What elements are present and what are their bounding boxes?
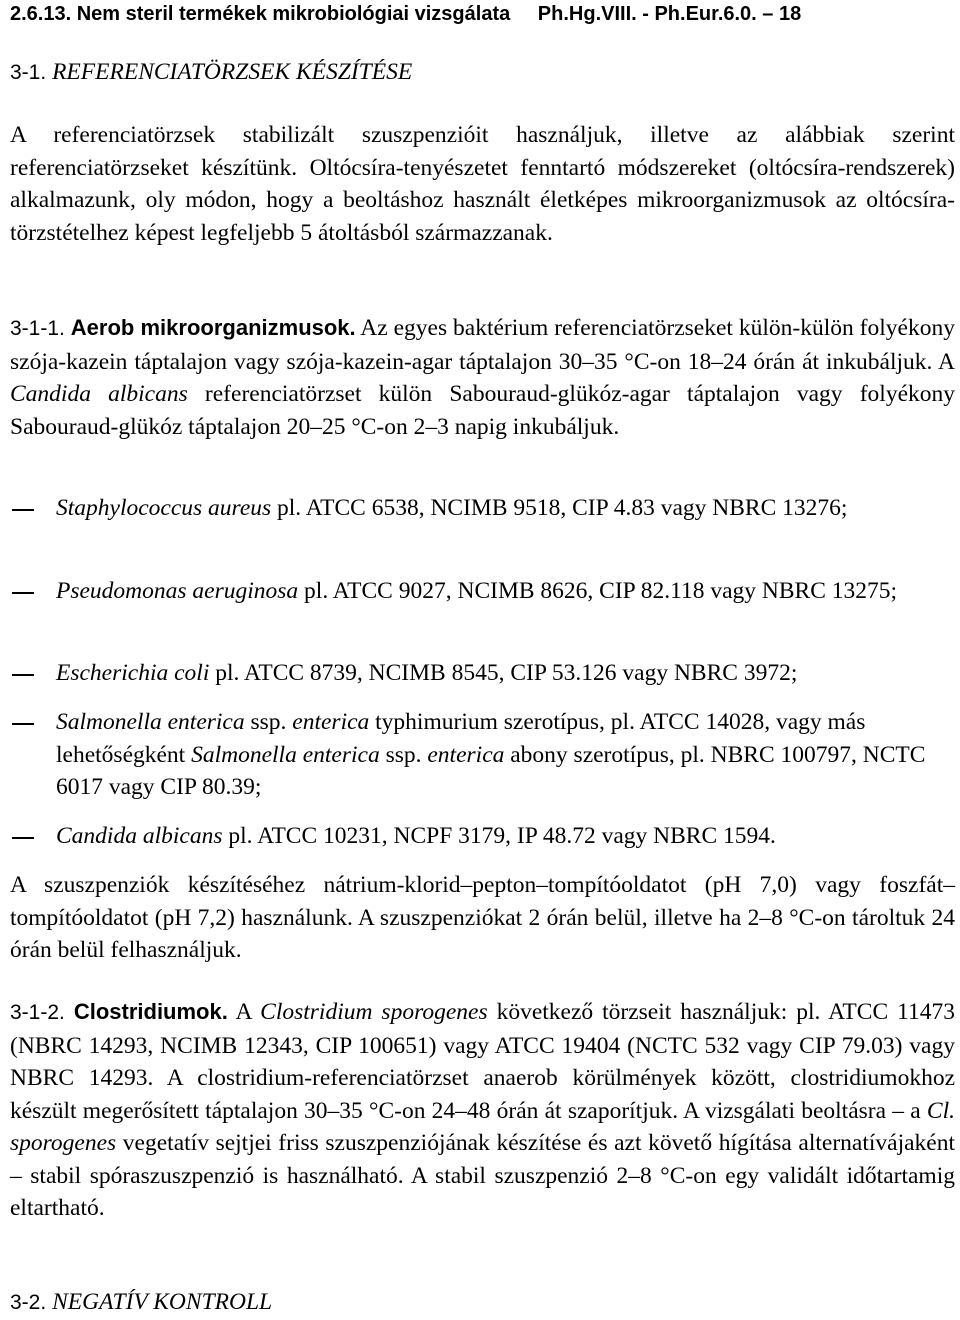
strain-subspecies: enterica — [427, 741, 505, 768]
paragraph-italic-2: Cl. sporogenes — [10, 1097, 955, 1156]
section-number: 3-2. — [10, 1291, 47, 1314]
intro-text-2: Oltócsíra-tenyészetet fenntartó módszereket (oltócsíra-rendszerek) alkalmazunk, oly módon, hogy a beoltáshoz használt életképes mikroorganizmusok az oltócsíra-törzstételhez képest legfeljebb 5 átoltásból származzanak. — [10, 154, 956, 246]
page-header — [10, 0, 955, 28]
section-number: 3-1. — [10, 61, 47, 84]
paragraph-text-3: vegetatív sejtjei friss szuszpenziójának készítése és azt követő hígítása alternatívájaként – stabil spóraszuszpenzió is használható. A stabil szuszpenzió 2–8 °C-on egy validált időtartamig eltartható. — [10, 1130, 955, 1221]
suspension-text: A szuszpenziók készítéséhez nátrium-klorid–pepton–tompítóoldatot (pH 7,0) vagy foszfát–tompítóoldatot (pH 7,2) használunk. A szuszpenziókat 2 órán belül, illetve ha 2–8 °C-on tároltuk 24 órán belül felhasználjuk. — [10, 872, 955, 963]
strain-item — [10, 706, 955, 804]
header-separator: – — [762, 3, 779, 25]
strain-details: pl. ATCC 6538, NCIMB 9518, CIP 4.83 vagy NBRC 13276; — [271, 495, 848, 521]
header-title: 2.6.13. Nem steril termékek mikrobiológiai vizsgálata — [10, 3, 511, 25]
section-title: Aerob mikroorganizmusok. — [70, 315, 356, 340]
strain-name: Escherichia coli — [56, 660, 210, 686]
paragraph-3-1-2 — [10, 996, 955, 1225]
paragraph-text-2: referenciatörzset külön Sabouraud-glükóz-agar táptalajon vagy folyékony Sabouraud-glükóz táptalajon 20–25 °C-on 2–3 napig inkubáljuk. — [10, 381, 955, 440]
strain-details: ssp. — [244, 709, 293, 735]
strain-details: typhimurium szerotípus, pl. ATCC 14028, vagy más lehetőségként — [56, 709, 866, 768]
paragraph-italic-1: Candida albicans — [10, 381, 188, 407]
paragraph-italic-1: Clostridium sporogenes — [260, 999, 488, 1025]
strain-name: Staphylococcus aureus — [56, 495, 272, 521]
strain-item — [10, 820, 955, 853]
intro-text-1: A referenciatörzsek stabilizált szuszpenzióit használjuk, illetve az alábbiak szerint referenciatörzseket készítünk. — [10, 122, 955, 181]
strain-name: Salmonella enterica — [191, 741, 380, 768]
paragraph-3-1-1 — [10, 312, 955, 443]
strain-item — [10, 575, 955, 608]
strain-details: ssp. — [379, 741, 428, 768]
strain-details: pl. ATCC 9027, NCIMB 8626, CIP 82.118 vagy NBRC 13275; — [298, 578, 898, 604]
section-title: NEGATÍV KONTROLL — [52, 1289, 273, 1315]
strain-details: abony szerotípus, pl. NBRC 100797, NCTC 6017 vagy CIP 80.39; — [56, 741, 926, 800]
strain-details: pl. ATCC 8739, NCIMB 8545, CIP 53.126 vagy NBRC 3972; — [209, 660, 798, 686]
suspension-paragraph — [10, 869, 955, 967]
section-heading-3-1 — [10, 56, 412, 90]
paragraph-text-1: A — [227, 999, 261, 1025]
strain-name: Pseudomonas aeruginosa — [56, 578, 299, 604]
section-heading-3-2 — [10, 1286, 272, 1320]
paragraph-text-2: következő törzseit használjuk: pl. ATCC 11473 (NBRC 14293, NCIMB 12343, CIP 100651) vagy ATCC 19404 (NCTC 532 vagy CIP 79.03) vagy NBRC 14293. A clostridium-referenciatörzset anaerob körülmények között, clostridiumokhoz készült megerősített táptalajon 30–35 °C-on 24–48 órán át szaporítjuk. A vizsgálati beoltásra – a — [10, 999, 955, 1124]
header-page-number: 18 — [778, 3, 802, 25]
paragraph-text-1: Az egyes baktérium referenciatörzseket külön-külön folyékony szója-kazein táptalajon vagy szója-kazein-agar táptalajon 30–35 °C-on 18–24 órán át inkubáljuk. A — [10, 315, 955, 375]
strain-item — [10, 492, 955, 525]
intro-paragraph — [10, 119, 955, 249]
strain-details: pl. ATCC 10231, NCPF 3179, IP 48.72 vagy NBRC 1594. — [222, 823, 776, 849]
strain-name: Candida albicans — [56, 823, 223, 849]
section-title: Clostridiumok. — [73, 999, 228, 1024]
strain-name: Salmonella enterica — [56, 709, 245, 735]
strain-subspecies: enterica — [292, 709, 370, 735]
section-number: 3-1-1. — [10, 317, 65, 340]
section-title: REFERENCIATÖRZSEK KÉSZÍTÉSE — [52, 59, 413, 85]
strain-item — [10, 657, 955, 690]
header-standard: Ph.Hg.VIII. - Ph.Eur.6.0. — [537, 3, 757, 25]
section-number: 3-1-2. — [10, 1001, 65, 1024]
